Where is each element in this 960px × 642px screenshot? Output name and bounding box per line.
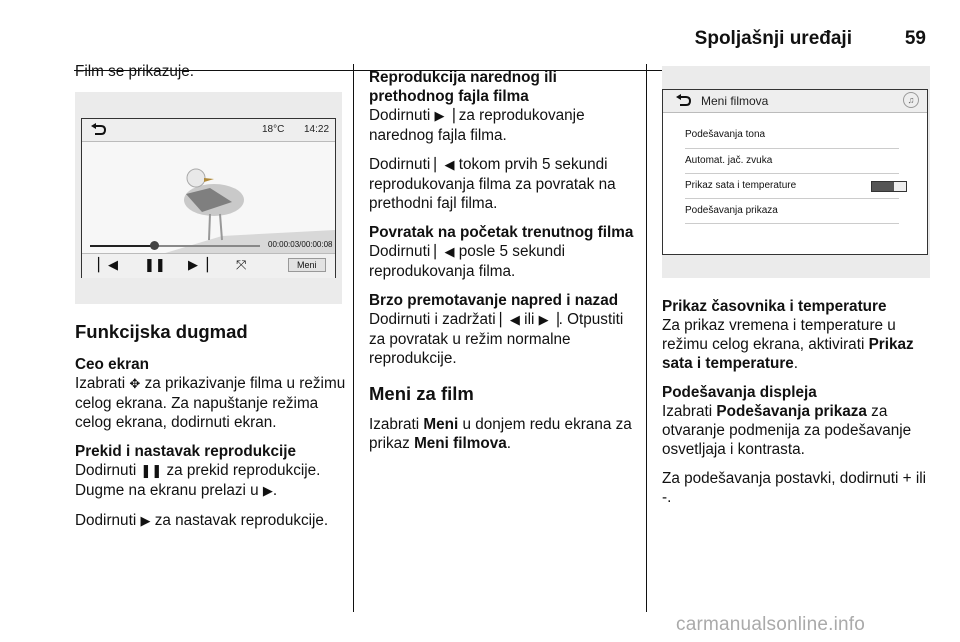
text-run: za nastavak reprodukcije. [150,512,329,529]
text-run: Dodirnuti [75,462,141,479]
seagull-head [187,169,205,187]
paragraph [662,316,930,373]
paragraph [369,310,635,368]
text-run: tokom prvih 5 sekundi reprodukovanja filma za povratak na prethodni fajl filma. [369,156,616,212]
text-run: u donjem redu ekrana za prikaz [369,416,632,452]
paragraph [369,415,635,453]
text-run: za otvaranje podmenija za podešavanje osvetljaja i kontrasta. [662,403,912,458]
paragraph [369,106,635,145]
text-run-bold: Meni filmova [414,435,507,452]
text-run: Dodirnuti i zadržati [369,311,500,328]
column-divider [646,64,647,612]
column-2 [369,68,635,463]
page-number: 59 [904,28,926,49]
text-run-bold: Podešavanja prikaza [716,403,867,420]
text-run: . Otpustiti za povratak u režim normalne reprodukcije. [369,311,624,367]
subheading-fullscreen: Ceo ekran [75,356,149,373]
temperature-readout: 18°C [262,124,285,135]
menu-list [685,124,899,224]
subheading-display-settings: Podešavanja displeja [662,384,817,401]
paragraph [369,155,635,213]
text-run: Izabrati [369,416,424,433]
menu-item-label: Prikaz sata i temperature [685,180,797,191]
column-1 [75,62,343,91]
text-run: Izabrati [75,375,130,392]
fullscreen-icon[interactable]: ⤧ [236,258,247,273]
play-icon: ▶ [140,514,151,529]
progress-time: 00:00:03/00:00:08 [268,240,333,249]
fullscreen-icon: ✥ [129,377,141,392]
subheading-clock-temperature: Prikaz časovnika i temperature [662,298,887,315]
text-run: ili [519,311,539,328]
menu-item[interactable]: Automat. jač. zvuka [685,149,899,174]
back-icon[interactable] [673,94,695,108]
watermark: carmanualsonline.info [676,614,866,635]
progress-fill [90,245,154,247]
next-icon[interactable]: ▶▕ [188,258,208,273]
menu-screen [662,89,928,255]
toggle-switch[interactable] [871,181,907,192]
menu-screenshot [662,66,930,278]
subheading-restart: Povratak na početak trenutnog filma [369,224,634,241]
page-header [74,22,930,52]
intro-text: Film se prikazuje. [75,63,195,80]
text-run: Dodirnuti [369,156,435,173]
pause-icon: ❚❚ [140,464,163,479]
paragraph [75,511,347,531]
previous-icon: ▏◀ [499,313,520,328]
text-run: . [506,435,511,452]
subheading-pause: Prekid i nastavak reprodukcije [75,443,297,460]
player-controls [82,253,335,278]
paragraph [75,374,347,432]
toggle-knob [894,182,906,191]
text-run: za reprodukovanje narednog fajla filma. [369,107,585,144]
text-run: Dodirnuti [369,243,435,260]
menu-item[interactable]: Podešavanja prikaza [685,199,899,224]
text-run: posle 5 sekundi reprodukovanja filma. [369,243,566,280]
progress-knob[interactable] [150,241,159,250]
paragraph [662,402,930,459]
previous-icon: ▏◀ [434,245,455,260]
column-3-body [662,297,930,517]
video-frame[interactable] [82,142,335,254]
paragraph: Za podešavanja postavki, dodirnuti + ili -. [662,470,927,506]
menu-button[interactable]: Meni [288,258,326,272]
column-1-body [75,322,347,541]
text-run: za prekid reprodukcije. Dugme na ekranu prelazi u [75,462,321,499]
next-icon: ▶▕ [434,109,455,124]
player-status-bar [82,119,335,142]
section-heading: Meni za film [369,383,474,404]
menu-item[interactable]: Podešavanja tona [685,124,899,149]
subheading-fast-forward: Brzo premotavanje napred i nazad [369,292,619,309]
column-divider [353,64,354,612]
previous-icon[interactable]: ▏◀ [98,258,118,273]
text-run-bold: Meni [423,416,459,433]
paragraph [75,461,347,501]
page-title: Spoljašnji uređaji [694,28,852,49]
clock-readout: 14:22 [304,124,330,135]
music-icon[interactable]: ♫ [903,92,919,108]
text-run: za prikazivanje filma u režimu celog ekrana. Za napuštanje režima celog ekrana, dodirnuti ekran. [75,375,346,431]
menu-title-bar [663,90,927,113]
pause-icon[interactable]: ❚❚ [144,258,166,273]
player-screen [81,118,336,278]
paragraph [369,242,635,281]
text-run: Dodirnuti [75,512,141,529]
text-run: Za prikaz vremena i temperature u režimu celog ekrana, aktivirati [662,317,896,353]
subheading-next-previous: Reprodukcija narednog ili prethodnog fajla filma [369,69,557,105]
text-run: . [272,482,278,499]
text-run: Dodirnuti [369,107,435,124]
progress-track[interactable] [90,245,260,247]
section-heading: Funkcijska dugmad [75,321,248,342]
previous-icon: ▏◀ [434,158,455,173]
menu-title: Meni filmova [701,94,769,108]
back-icon[interactable] [88,123,110,137]
menu-item-clock-toggle[interactable] [685,174,899,199]
player-screenshot [75,92,342,304]
next-icon: ▶▕ [538,313,559,328]
text-run-bold: Prikaz sata i temperature [662,336,914,372]
text-run: . [793,355,799,372]
play-icon: ▶ [262,484,273,499]
text-run: Izabrati [662,403,717,420]
